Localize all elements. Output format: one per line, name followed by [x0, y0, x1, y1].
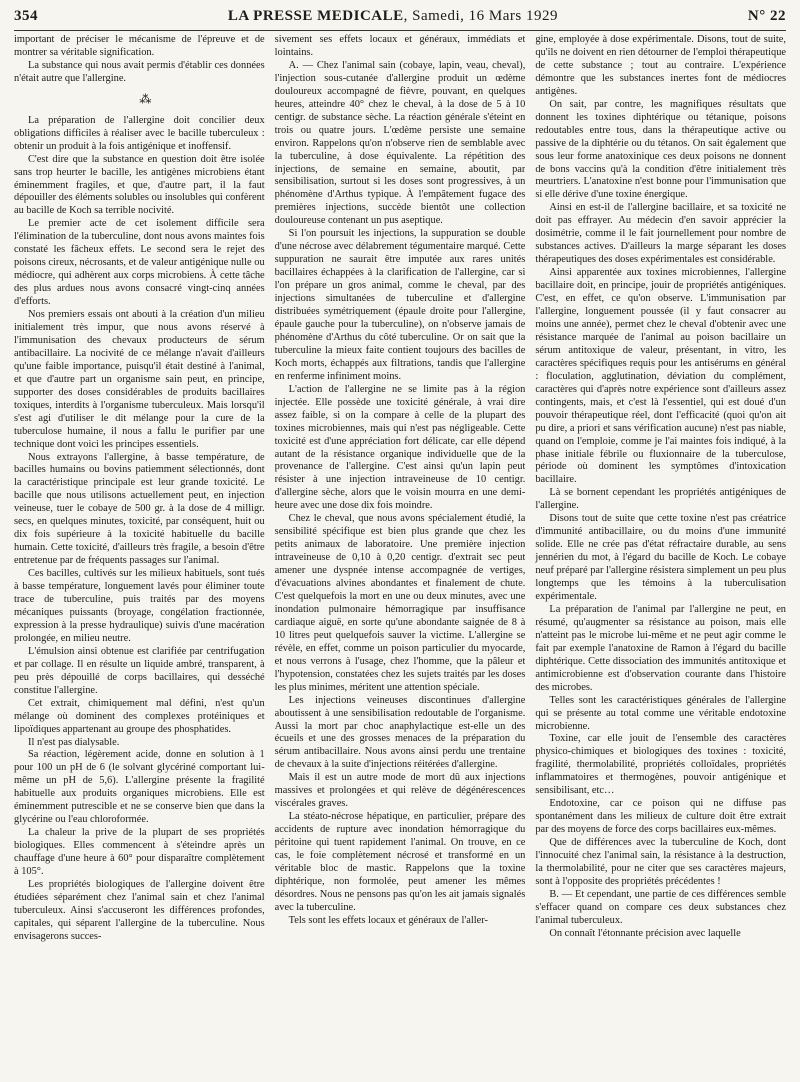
paragraph: Sa réaction, légèrement acide, donne en solution à 1 pour 100 un pH de 6 (le solvant glycériné comportant lui-même un pH de 5,6). L'allergine présente la fragilité habituelle aux produits organiques microbiens. Elle est éminemment putrescible et ne se conserve bien que dans la glycérine ou l'eau chloroformée.: [14, 749, 265, 826]
paragraph: Ainsi apparentée aux toxines microbiennes, l'allergine bacillaire doit, en principe, jouir de propriétés antigéniques. C'est, en effet, ce qu'on observe. L'immunisation par l'allergine, longuement poussée (il y faut consacrer au moins une année), permet chez le cheval d'obtenir avec une résistance marquée de l'animal au poison bacillaire un sérum antitoxique de valeur, présentant, in vitro, les caractères spécifiques requis pour les antisérums en général : floculation, agglutination, déviation du complément, caractères qui d'après notre expérience sont d'ailleurs assez contingents, mais, et c'est là l'essentiel, qui est doué d'un pouvoir thérapeutique réel, dont l'efficacité (quoi qu'on ait pu dire, a priori et sans vérification aucune) n'est pas niable, quand on l'emploie, comme je l'ai maintes fois indiqué, à la phase initiale fébrile ou fluxionnaire de la tuberculose, période où dominent les symptômes d'intoxication bacillaire.: [535, 267, 787, 486]
paragraph: Les injections veineuses discontinues d'allergine aboutissent à une sensibilisation redoutable de l'organisme. Aussi la mort par choc anaphylactique est-elle un des écueils et une des grosses menaces de la préparation du sérum antibacillaire. Nous avons ainsi perdu une trentaine de chevaux à la suite d'injections réitérées d'allergine.: [274, 694, 526, 771]
paragraph: Nos premiers essais ont abouti à la création d'un milieu initialement très impur, que nous avons réservé à l'immunisation des chevaux producteurs de sérum antibacillaire. La nocivité de ce mélange n'avait d'ailleurs qu'une faible importance, puisqu'il était destiné à l'animal, et que d'autre part un organisme sain peut, en principe, supporter des doses considérables de produits bacillaires toxiques, interdits à l'organisme tuberculeux. Mais lorsqu'il s'est agi d'utiliser le dit mélange pour la cure de la tuberculose humaine, il nous a fallu le purifier par une technique dont voici les principes essentiels.: [14, 309, 265, 450]
paragraph: Si l'on poursuit les injections, la suppuration se double d'une nécrose avec délabrement tégumentaire marqué. Cette suppuration ne saurait être imputée aux rares unités bacillaires échappées à la clarification de l'allergine, car si l'on prépare un gros animal, comme le cheval, par des injections simultanées de tuberculine et d'allergine distribuées symétriquement (épaule droite pour l'allergine, épaule gauche pour la tuberculine), on n'observe jamais de phénomène d'Arthus du côté tuberculine. Or on sait que la tuberculine la mieux faite contient toujours des bacilles de Koch morts, échappés aux filtrations, tandis que l'allergine en renferme infiniment moins.: [274, 228, 526, 382]
paragraph: On sait, par contre, les magnifiques résultats que donnent les toxines diphtérique ou tétanique, poisons redoutables entre tous, dans la thérapeutique active ou passive de la diphtérie ou du tétanos. On sait également que sous leur forme anatoxinique ces deux poisons ne donnent de bons vaccins qu'à la condition d'être initialement très meurtriers. L'anatoxine n'est bonne pour l'immunisation que si elle dérive d'une toxine énergique.: [535, 98, 787, 201]
paragraph: A. — Chez l'animal sain (cobaye, lapin, veau, cheval), l'injection sous-cutanée d'allergine produit un œdème douloureux accompagné de fièvre, pouvant, en quelques heures, atteindre 40° chez le cheval, à la dose de 5 à 10 centigr. de substance sèche. La réaction générale s'éteint en trois ou quatre jours. L'œdème persiste une semaine environ. Rappelons qu'on n'observe rien de semblable avec la tuberculine, à dose équivalente. La répétition des injections, de semaine en semaine, aboutit, par sensibilisation, surtout si les doses sont progressives, à un phénomène d'Arthus typique. À l'empâtement fugace des premières injections, succède bientôt une collection douloureuse contenant un pus aseptique.: [274, 59, 526, 227]
paragraph: Le premier acte de cet isolement difficile sera l'élimination de la tuberculine, dont nous avons maintes fois constaté les fâcheux effets. Le second sera le rejet des poisons cireux, nécrosants, et de valeur antigénique nulle ou médiocre, qui adhèrent aux corps microbiens. À cette tâche des plus ardues nous avons consacré vingt-cinq années d'efforts.: [14, 218, 265, 308]
paragraph: Tels sont les effets locaux et généraux de l'aller-: [288, 914, 488, 926]
journal-name: LA PRESSE MEDICALE: [227, 7, 404, 24]
paragraph: important de préciser le mécanisme de l'épreuve et de montrer sa véritable signification.: [14, 34, 265, 58]
paragraph: Ces bacilles, cultivés sur les milieux habituels, sont tués à basse température, longuement lavés pour éliminer toute trace de tuberculine, puis traités par des moyens mécaniques puissants (broyage, congélation fractionnée, expression à la presse hydraulique) suivis d'une macération prolongée, en milieu neutre.: [14, 568, 265, 644]
column-2: [275, 34, 526, 1076]
issue-date: , Samedi, 16 Mars 1929: [403, 7, 558, 24]
paragraph: Nous extrayons l'allergine, à basse température, de bacilles humains ou bovins patiemment sélectionnés, dont la caractéristique principale est leur grande toxicité. Le bacille que nous utilisons actuellement peut, en injection veineuse, tuer le cobaye de 500 gr. à la dose de 4 milligr. secs, en quelques minutes, toxicité, par conséquent, huit ou dix fois supérieure à la toxicité habituelle du bacille humain. Cette toxicité, d'ailleurs très fragile, a besoin d'être entretenue par de fréquents passages sur l'animal.: [14, 451, 265, 567]
paragraph: La préparation de l'animal par l'allergine ne peut, en résumé, qu'augmenter sa résistance au poison, mais elle n'atteint pas le microbe lui-même et ne peut agir comme le fait par exemple l'anatoxine de Ramon à l'égard du bacille diphtérique. Cette dissociation des immunités antitoxique et antimicrobienne est d'observation courante dans l'histoire des microbes.: [535, 603, 787, 693]
paragraph: Disons tout de suite que cette toxine n'est pas créatrice d'immunité antibacillaire, ou du moins d'une immunité solide. Elle ne crée pas d'état réfractaire durable, au sens jennérien du mot, à l'égard du bacille de Koch. Le cobaye neuf préparé par l'allergine résistera simplement un peu plus longtemps que les témoins à la tuberculisation expérimentale.: [535, 513, 787, 602]
page-number: 354: [14, 7, 38, 24]
column-3: [535, 34, 786, 1076]
paragraph: L'action de l'allergine ne se limite pas à la région injectée. Elle possède une toxicité générale, à vrai dire assez faible, si on la compare à celle de la plupart des toxines microbiennes, mais qui n'est pas négligeable. Cette toxicité est d'une appréciation fort délicate, car elle dépend autant de la résistance organique individuelle que de la provenance de l'allergine. C'est ainsi qu'un lapin peut résister à une injection intraveineuse de 10 centigr. d'allergine sèche, alors que le voisin mourra en une demi-heure avec une dose dix fois moindre.: [274, 383, 526, 512]
paragraph: La chaleur la prive de la plupart de ses propriétés biologiques. Elles commencent à s'éteindre après un chauffage d'une heure à 60° pour disparaître complètement à 105°.: [14, 827, 265, 878]
paragraph: sivement ses effets locaux et généraux, immédiats et lointains.: [274, 34, 526, 58]
paragraph: Là se bornent cependant les propriétés antigéniques de l'allergine.: [535, 487, 787, 512]
journal-title: [38, 8, 748, 25]
paragraph: Cet extrait, chimiquement mal défini, n'est qu'un mélange où dominent des complexes protéiniques et lipoïdiques appartenant au groupe des phosphatides.: [14, 697, 265, 735]
paragraph: L'émulsion ainsi obtenue est clarifiée par centrifugation et par collage. Il en résulte un liquide ambré, transparent, à peu près dépouillé de corps bacillaires, qui desséché constitue l'allergine.: [14, 645, 265, 696]
paragraph: Les propriétés biologiques de l'allergine doivent être étudiées séparément chez l'animal sain et chez l'animal tuberculeux. Ainsi s'accuseront les différences profondes, capitales, qui séparent l'allergine de la tuberculine. Nous envisagerons succes-: [14, 878, 265, 942]
paragraph: Toxine, car elle jouit de l'ensemble des caractères physico-chimiques et biologiques des toxines : toxicité, fragilité, thermolabilité, propriétés colloïdales, propriétés inflammatoires et thermogènes, pouvoir antigénique et sensibilisant, etc…: [535, 733, 787, 797]
paragraph: On connaît l'étonnante précision avec laquelle: [549, 927, 741, 939]
paragraph: Il n'est pas dialysable.: [28, 736, 120, 748]
paragraph: Ainsi en est-il de l'allergine bacillaire, et sa toxicité ne doit pas effrayer. Au médecin d'en savoir apprécier la dosimétrie, comme il le fait journellement pour nombre de substances actives. D'ailleurs la marge séparant les doses thérapeutiques des doses expérimentales est considérable.: [535, 202, 787, 266]
paragraph: Mais il est un autre mode de mort dû aux injections massives et prolongées et qui relève de dégénérescences viscérales graves.: [274, 772, 526, 810]
column-1: [14, 34, 265, 1076]
paragraph: Telles sont les caractéristiques générales de l'allergine qui se présente au total comme une véritable endotoxine microbienne.: [535, 694, 787, 732]
page-header: [14, 4, 786, 28]
paragraph: La stéato-nécrose hépatique, en particulier, prépare des accidents de rupture avec inondation hémorragique du péritoine qui tuent rapidement l'animal. On trouve, en ce cas, le foie complètement nécrosé et transformé en un véritable bloc de mastic. Rappelons que la toxine diphtérique, non formolée, peut amener les mêmes désordres. Nous ne pensons pas qu'on les ait jamais signalés avec la tuberculine.: [274, 811, 526, 913]
article-columns: [14, 34, 786, 1076]
issue-number: N° 22: [747, 7, 786, 24]
section-separator: ⁂: [139, 91, 154, 106]
paragraph: Que de différences avec la tuberculine de Koch, dont l'innocuité chez l'animal sain, la résistance à la destruction, la thermolabilité, pour ne citer que ses caractères majeurs, sont à l'opposite des propriétés précédentes !: [535, 837, 787, 887]
paragraph: Endotoxine, car ce poison qui ne diffuse pas spontanément dans les milieux de culture doit être extrait par des moyens de force des corps bacillaires eux-mêmes.: [535, 798, 787, 836]
paragraph: La substance qui nous avait permis d'établir ces données n'était autre que l'allergine.: [14, 59, 265, 84]
paragraph: La préparation de l'allergine doit concilier deux obligations difficiles à réaliser avec le bacille tuberculeux : obtenir un produit à la fois antigénique et inoffensif.: [14, 114, 265, 152]
paragraph: B. — Et cependant, une partie de ces différences semble s'effacer quand on compare ces deux substances chez l'animal tuberculeux.: [535, 888, 787, 926]
paragraph: C'est dire que la substance en question doit être isolée sans trop heurter le bacille, les antigènes microbiens étant éminemment fragiles, et que, d'autre part, il la faut dépouiller des éléments solubles ou insolubles qui confèrent au bacille de Koch sa terrible nocivité.: [14, 153, 265, 217]
paragraph: Chez le cheval, que nous avons spécialement étudié, la sensibilité spécifique est bien plus grande que chez les petits animaux de laboratoire. Une première injection intraveineuse de 0,10 à 0,20 centigr. d'extrait sec peut amener une dyspnée intense accompagnée de vertiges, d'évacuations alvines abondantes et finalement de chute. C'est quelquefois la mort en une ou deux minutes, avec une inondation pulmonaire hémorragique par insuffisance cardiaque aiguë, en sorte qu'une abondante saignée de 8 à 10 litres peut quelquefois sauver la victime. L'allergine se révèle, en effet, comme un poison particulier du myocarde, et nous verrons à l'usage, chez l'homme, que la pâleur et l'hypotension, constatées chez les sujets traités par les doses les plus minimes, méritent une attention spéciale.: [274, 513, 526, 693]
paragraph: gine, employée à dose expérimentale. Disons, tout de suite, qu'ils ne doivent en rien détourner de l'emploi thérapeutique de cette substance ; tout au contraire. L'expérience démontre que les substances inertes font de médiocres antigènes.: [535, 34, 787, 97]
header-rule: [14, 30, 786, 31]
